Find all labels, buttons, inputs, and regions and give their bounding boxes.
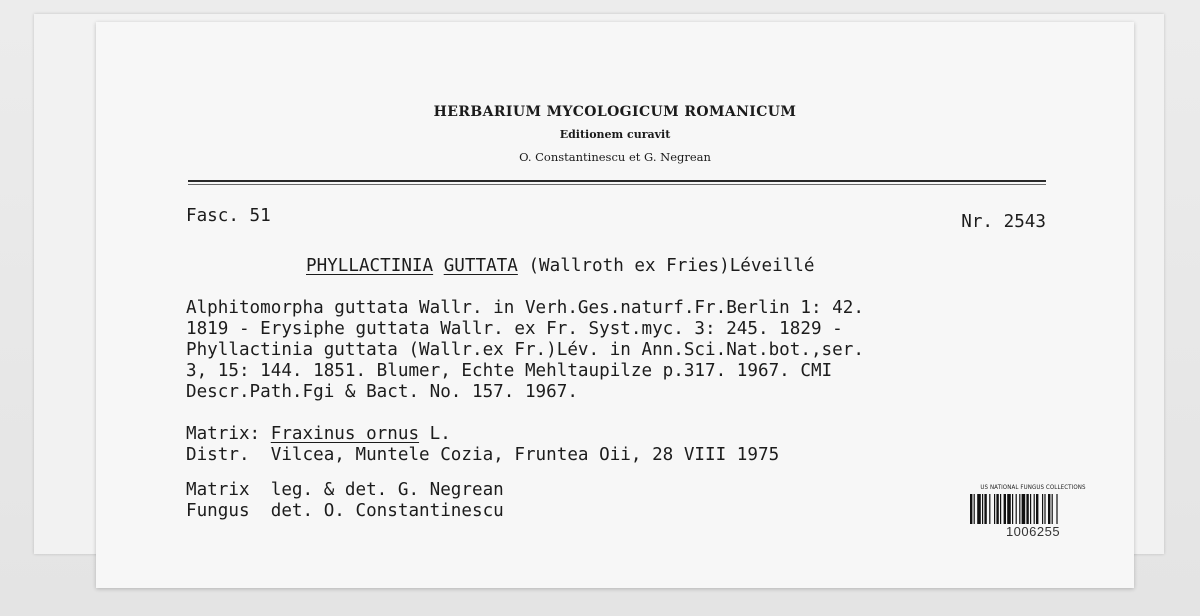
barcode-institution: US NATIONAL FUNGUS COLLECTIONS xyxy=(980,484,1086,491)
synonymy-block xyxy=(186,298,864,403)
barcode-bar xyxy=(1019,494,1020,524)
barcode-bar xyxy=(1000,494,1001,524)
specimen-label xyxy=(96,22,1134,588)
barcode-bar xyxy=(1026,494,1028,524)
barcode-bar xyxy=(1012,494,1013,524)
herbarium-title: HERBARIUM MYCOLOGICUM ROMANICUM xyxy=(433,104,797,120)
fascicle-number: Fasc. 51 xyxy=(186,206,271,226)
barcode-bar xyxy=(1048,494,1050,524)
barcode-sticker xyxy=(958,478,1108,558)
header-rule xyxy=(188,180,1046,185)
barcode-bar xyxy=(1007,494,1011,524)
barcode-bar xyxy=(977,494,981,524)
barcode-bar xyxy=(1044,494,1045,524)
host-author: L. xyxy=(419,424,451,444)
species-authority: (Wallroth ex Fries)Léveillé xyxy=(517,256,815,276)
barcode-bar xyxy=(1034,494,1035,524)
host-block xyxy=(186,424,779,466)
synonymy-line: 1819 - Erysiphe guttata Wallr. ex Fr. Syst.myc. 3: 245. 1829 - xyxy=(186,319,843,339)
barcode-bar xyxy=(984,494,986,524)
synonymy-line: Phyllactinia guttata (Wallr.ex Fr.)Lév. in Ann.Sci.Nat.bot.,ser. xyxy=(186,340,864,360)
barcode-bar xyxy=(982,494,983,524)
barcode-icon xyxy=(968,494,1098,524)
barcode-bar xyxy=(1056,494,1057,524)
matrix-line xyxy=(186,424,779,445)
barcode-number: 1006255 xyxy=(1005,524,1061,539)
distribution-line: Distr. Vilcea, Muntele Cozia, Fruntea Oii, 28 VIII 1975 xyxy=(186,445,780,465)
exsiccata-number: Nr. 2543 xyxy=(961,212,1046,232)
barcode-bar xyxy=(994,494,995,524)
matrix-label: Matrix: xyxy=(186,424,271,444)
collectors-block xyxy=(186,480,504,522)
synonymy-line: 3, 15: 144. 1851. Blumer, Echte Mehltaupilze p.317. 1967. CMI xyxy=(186,361,833,381)
barcode-bar xyxy=(1016,494,1017,524)
barcode-bar xyxy=(996,494,998,524)
barcode-bar xyxy=(1030,494,1031,524)
host-name: Fraxinus ornus xyxy=(270,424,420,444)
barcode-bar xyxy=(1004,494,1006,524)
barcode-bar xyxy=(1042,494,1043,524)
synonymy-line: Alphitomorpha guttata Wallr. in Verh.Ges.naturf.Fr.Berlin 1: 42. xyxy=(186,298,864,318)
editor-caption: Editionem curavit xyxy=(559,128,671,141)
synonymy-line: Descr.Path.Fgi & Bact. No. 157. 1967. xyxy=(186,382,578,402)
barcode-bar xyxy=(974,494,975,524)
barcode-bar xyxy=(1022,494,1026,524)
species-epithet: GUTTATA xyxy=(443,256,518,276)
barcode-bar xyxy=(1052,494,1053,524)
barcode-bar xyxy=(989,494,990,524)
collector-line: Matrix leg. & det. G. Negrean xyxy=(186,480,504,500)
genus-name: PHYLLACTINIA xyxy=(306,256,434,276)
editors-names: O. Constantinescu et G. Negrean xyxy=(519,150,711,164)
barcode-bar xyxy=(970,494,972,524)
species-name xyxy=(306,256,814,277)
barcode-bar xyxy=(1036,494,1038,524)
determiner-line: Fungus det. O. Constantinescu xyxy=(186,501,504,521)
